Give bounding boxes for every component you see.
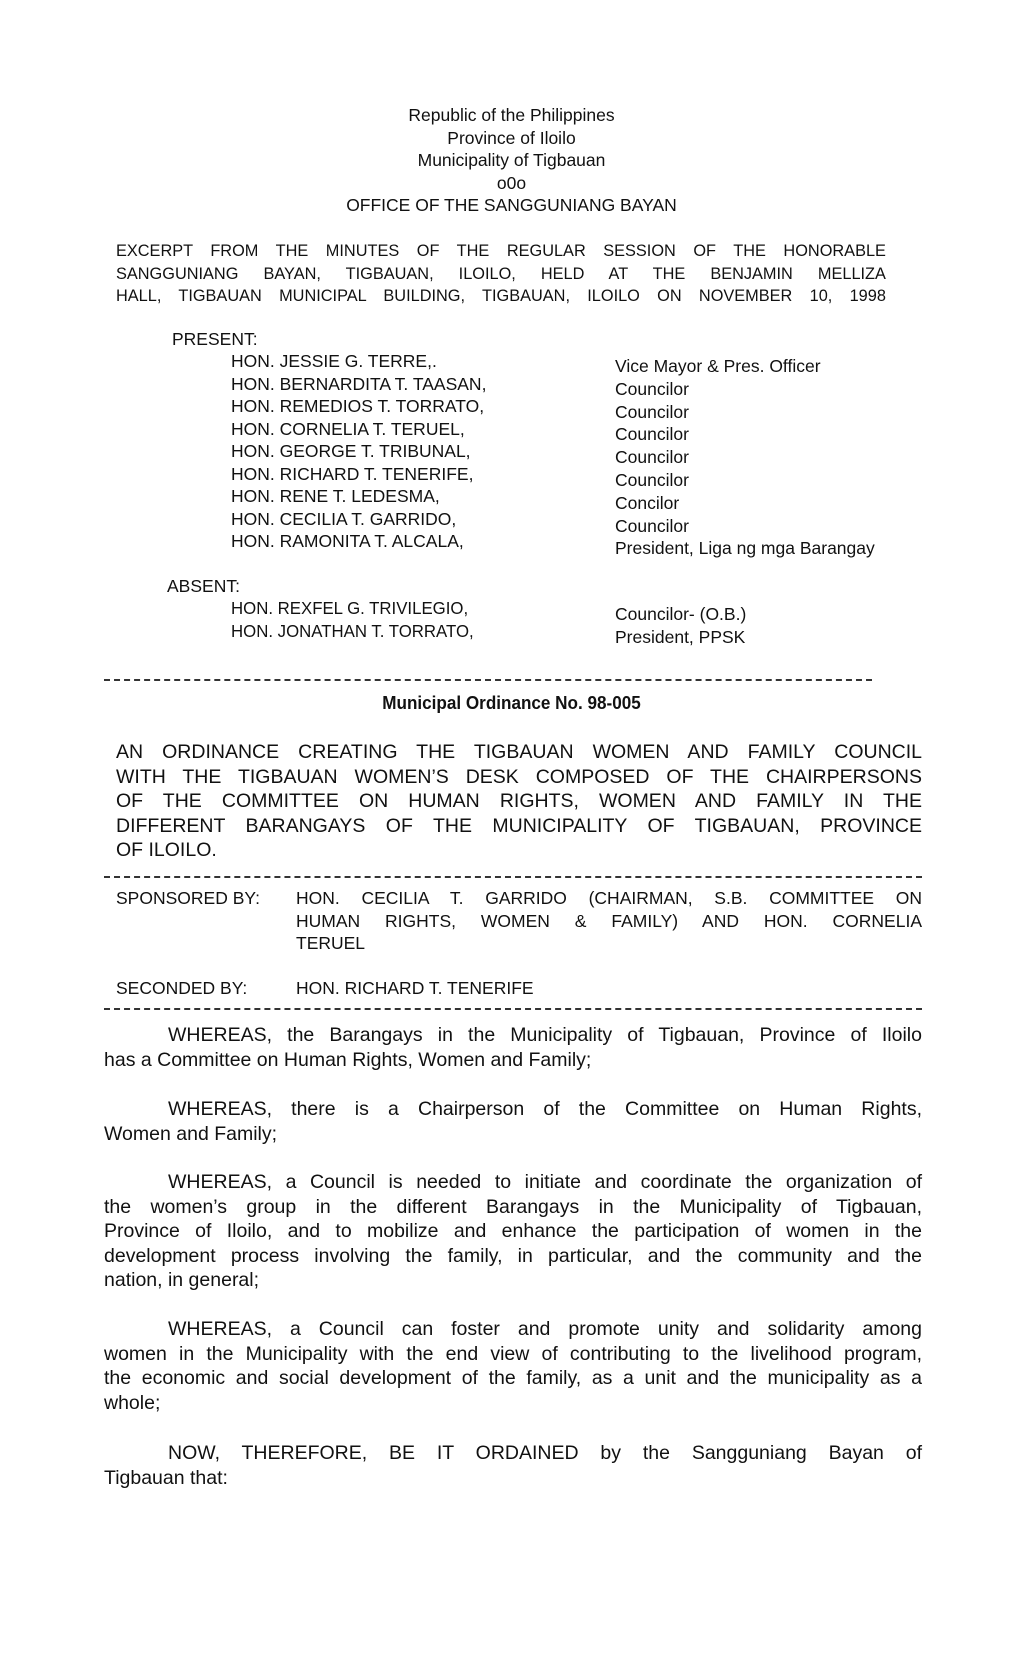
attendee-name: HON. REMEDIOS T. TORRATO, bbox=[231, 396, 485, 416]
whereas-clause-4 bbox=[104, 1317, 922, 1415]
attendee-role: Councilor bbox=[615, 515, 689, 536]
attendee-name: HON. CECILIA T. GARRIDO, bbox=[231, 508, 457, 529]
clause-line: Province of Iloilo, and to mobilize and enhance the participation of women in the bbox=[104, 1220, 922, 1242]
present-roles-list bbox=[615, 355, 875, 560]
clause-line: has a Committee on Human Rights, Women and Family; bbox=[104, 1048, 592, 1071]
attendee-name: HON. RAMONITA T. ALCALA, bbox=[231, 531, 464, 551]
header-line-office: OFFICE OF THE SANGGUNIANG BAYAN bbox=[346, 195, 677, 215]
seconded-by-text: HON. RICHARD T. TENERIFE bbox=[296, 978, 534, 998]
attendee-role: Councilor bbox=[615, 424, 689, 445]
excerpt-line: HALL, TIGBAUAN MUNICIPAL BUILDING, TIGBAUAN, ILOILO ON NOVEMBER 10, 1998 bbox=[116, 286, 886, 305]
header-line-province: Province of Iloilo bbox=[447, 127, 576, 148]
excerpt-line: EXCERPT FROM THE MINUTES OF THE REGULAR SESSION OF THE HONORABLE bbox=[116, 241, 886, 260]
clause-line: Women and Family; bbox=[104, 1122, 278, 1145]
absentee-name: HON. REXFEL G. TRIVILEGIO, bbox=[231, 598, 469, 618]
absent-label: ABSENT: bbox=[167, 576, 240, 596]
whereas-clause-3 bbox=[104, 1170, 922, 1293]
header-line-municipality: Municipality of Tigbauan bbox=[417, 150, 606, 170]
whereas-clause-2 bbox=[104, 1097, 922, 1146]
attendee-name: HON. BERNARDITA T. TAASAN, bbox=[231, 373, 487, 394]
ordinance-title-line: OF ILOILO. bbox=[116, 839, 217, 861]
clause-line: WHEREAS, there is a Chairperson of the Committee on Human Rights, bbox=[168, 1098, 922, 1120]
attendee-name: HON. JESSIE G. TERRE,. bbox=[231, 351, 437, 371]
header-line-republic: Republic of the Philippines bbox=[408, 105, 615, 125]
clause-line: Tigbauan that: bbox=[104, 1466, 228, 1489]
clause-line: women in the Municipality with the end view of contributing to the livelihood program, bbox=[104, 1342, 922, 1365]
attendee-role: Concilor bbox=[615, 492, 680, 513]
absentee-role: President, PPSK bbox=[615, 626, 746, 647]
present-names-list bbox=[231, 350, 486, 553]
clause-line: nation, in general; bbox=[104, 1269, 260, 1291]
ordaining-clause bbox=[104, 1441, 922, 1490]
attendee-role: Councilor bbox=[615, 447, 689, 468]
sponsor-line: HON. CECILIA T. GARRIDO (CHAIRMAN, S.B. COMMITTEE ON bbox=[296, 888, 922, 908]
attendee-name: HON. CORNELIA T. TERUEL, bbox=[231, 418, 465, 439]
ordinance-title bbox=[116, 740, 922, 863]
absent-roles-list bbox=[615, 603, 746, 648]
attendee-name: HON. GEORGE T. TRIBUNAL, bbox=[231, 441, 471, 461]
clause-line: WHEREAS, a Council is needed to initiate and coordinate the organization of bbox=[168, 1171, 922, 1193]
clause-line: WHEREAS, a Council can foster and promote unity and solidarity among bbox=[168, 1318, 922, 1340]
absentee-role: Councilor- (O.B.) bbox=[615, 604, 747, 624]
sponsored-by-text bbox=[296, 887, 922, 955]
letterhead bbox=[0, 104, 1023, 217]
dashed-divider bbox=[104, 679, 872, 681]
dashed-divider bbox=[104, 1008, 922, 1010]
attendee-role: President, Liga ng mga Barangay bbox=[615, 538, 875, 559]
ordinance-title-line: OF THE COMMITTEE ON HUMAN RIGHTS, WOMEN AND FAMILY IN THE bbox=[116, 790, 922, 812]
clause-line: WHEREAS, the Barangays in the Municipality of Tigbauan, Province of Iloilo bbox=[168, 1024, 922, 1046]
sponsored-by-label: SPONSORED BY: bbox=[116, 888, 260, 908]
ordinance-title-line: AN ORDINANCE CREATING THE TIGBAUAN WOMEN AND FAMILY COUNCIL bbox=[116, 741, 922, 763]
whereas-clause-1 bbox=[104, 1023, 922, 1072]
clause-line: whole; bbox=[104, 1391, 161, 1414]
attendee-name: HON. RENE T. LEDESMA, bbox=[231, 486, 440, 506]
absentee-name: HON. JONATHAN T. TORRATO, bbox=[231, 620, 474, 641]
header-line-separator: o0o bbox=[496, 172, 527, 193]
sponsor-line: HUMAN RIGHTS, WOMEN & FAMILY) AND HON. CORNELIA bbox=[296, 910, 922, 931]
attendee-role: Councilor bbox=[615, 378, 689, 399]
attendee-role: Councilor bbox=[615, 401, 689, 422]
excerpt-paragraph bbox=[116, 240, 886, 308]
attendee-role: Vice Mayor & Pres. Officer bbox=[615, 356, 821, 376]
clause-line: the women’s group in the different Barangays in the Municipality of Tigbauan, bbox=[104, 1195, 922, 1218]
ordinance-title-line: WITH THE TIGBAUAN WOMEN’S DESK COMPOSED OF THE CHAIRPERSONS bbox=[116, 765, 922, 788]
sponsor-line: TERUEL bbox=[296, 933, 366, 953]
ordinance-title-line: DIFFERENT BARANGAYS OF THE MUNICIPALITY OF TIGBAUAN, PROVINCE bbox=[116, 814, 922, 837]
ordinance-number: Municipal Ordinance No. 98-005 bbox=[382, 693, 641, 713]
attendee-role: Councilor bbox=[615, 469, 689, 490]
excerpt-line: SANGGUNIANG BAYAN, TIGBAUAN, ILOILO, HELD AT THE BENJAMIN MELLIZA bbox=[116, 263, 886, 283]
seconded-by-label: SECONDED BY: bbox=[116, 978, 248, 998]
present-label: PRESENT: bbox=[172, 329, 258, 349]
clause-line: development process involving the family, in particular, and the community and the bbox=[104, 1244, 922, 1267]
attendee-name: HON. RICHARD T. TENERIFE, bbox=[231, 463, 474, 484]
absent-names-list bbox=[231, 597, 474, 642]
dashed-divider bbox=[104, 876, 922, 878]
clause-line: NOW, THEREFORE, BE IT ORDAINED by the Sangguniang Bayan of bbox=[168, 1442, 922, 1464]
clause-line: the economic and social development of the family, as a unit and the municipality as a bbox=[104, 1367, 922, 1389]
